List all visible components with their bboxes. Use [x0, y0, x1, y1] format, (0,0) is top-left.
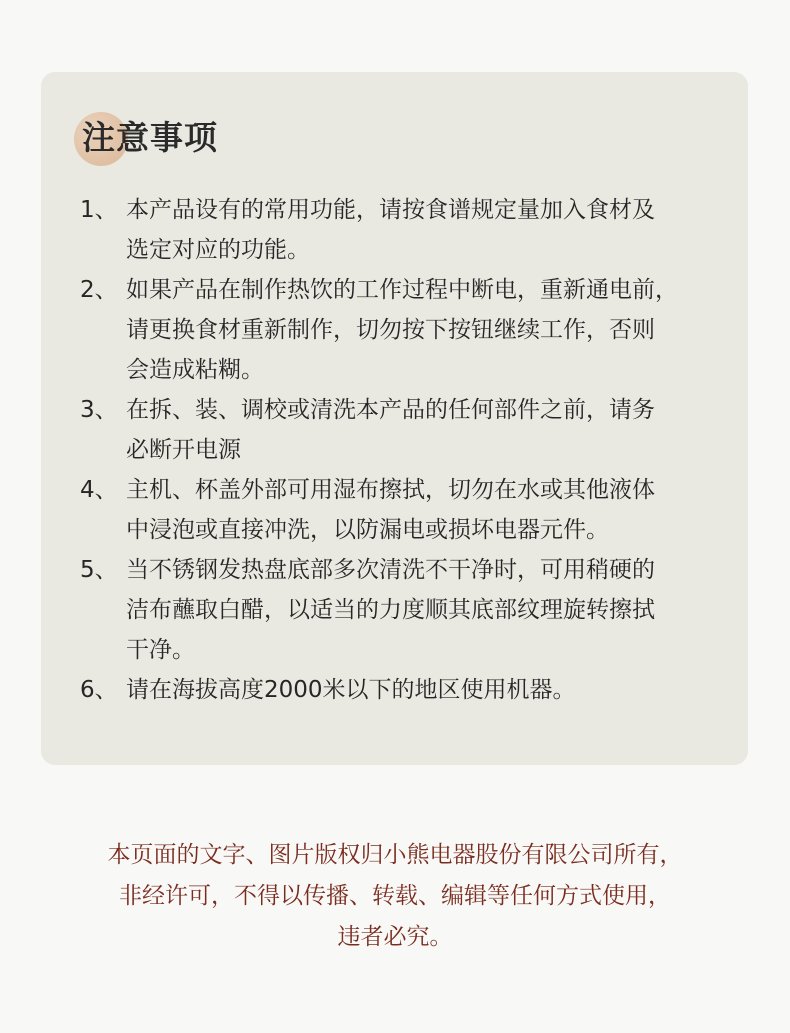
- notice-line: 会造成粘糊。: [126, 357, 264, 383]
- notice-item-4: [80, 470, 735, 550]
- notice-line: 在拆、装、调校或清洗本产品的任何部件之前，请务: [126, 397, 655, 423]
- copyright-notice: [0, 835, 790, 958]
- copyright-line: 非经许可，不得以传播、转载、编辑等任何方式使用，: [119, 883, 671, 909]
- notice-item-2: [80, 270, 735, 390]
- notice-item-3: [80, 390, 735, 470]
- copyright-line: 本页面的文字、图片版权归小熊电器股份有限公司所有，: [107, 842, 683, 868]
- notice-item-5: [80, 550, 735, 670]
- notice-line: 选定对应的功能。: [126, 237, 310, 263]
- notice-number: 5、: [80, 557, 118, 583]
- notice-line: 主机、杯盖外部可用湿布擦拭，切勿在水或其他液体: [126, 477, 655, 503]
- page-title: 注意事项: [82, 118, 218, 157]
- notice-line: 必断开电源: [126, 437, 241, 463]
- notice-item-1: [80, 190, 735, 270]
- notice-line: 请在海拔高度2000米以下的地区使用机器。: [126, 677, 576, 703]
- notice-list: [80, 190, 735, 710]
- notice-number: 6、: [80, 677, 118, 703]
- notice-number: 1、: [80, 197, 118, 223]
- notice-line: 洁布蘸取白醋，以适当的力度顺其底部纹理旋转擦拭: [126, 597, 655, 623]
- notice-line: 当不锈钢发热盘底部多次清洗不干净时，可用稍硬的: [126, 557, 655, 583]
- notice-card: [41, 72, 748, 765]
- notice-number: 3、: [80, 397, 118, 423]
- notice-line: 请更换食材重新制作，切勿按下按钮继续工作，否则: [126, 317, 655, 343]
- notice-number: 2、: [80, 277, 118, 303]
- notice-line: 干净。: [126, 637, 195, 663]
- notice-line: 中浸泡或直接冲洗，以防漏电或损坏电器元件。: [126, 517, 609, 543]
- notice-line: 本产品设有的常用功能，请按食谱规定量加入食材及: [126, 197, 655, 223]
- notice-number: 4、: [80, 477, 118, 503]
- copyright-line: 违者必究。: [337, 924, 453, 950]
- notice-item-6: [80, 670, 735, 710]
- notice-line: 如果产品在制作热饮的工作过程中断电，重新通电前，: [126, 277, 678, 303]
